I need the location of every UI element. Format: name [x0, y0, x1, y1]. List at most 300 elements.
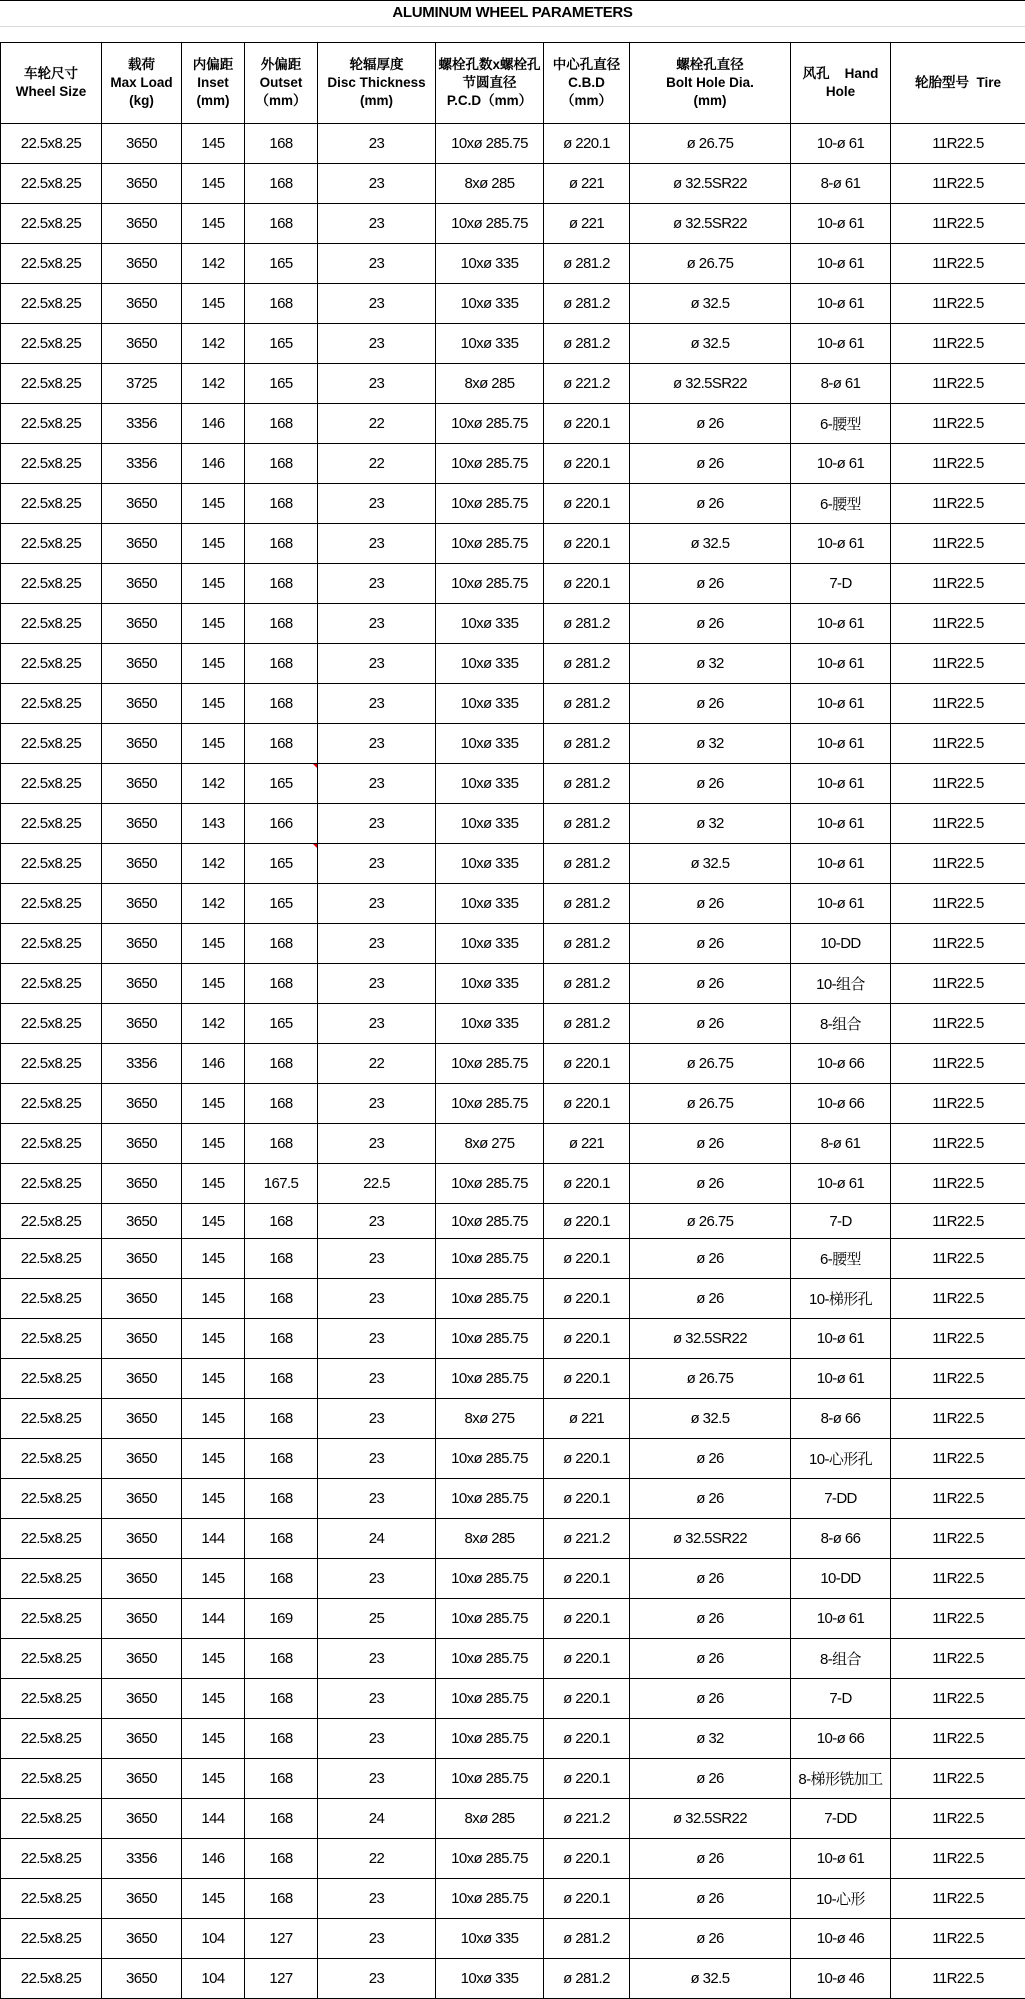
cell-outset-with-comment-indicator[interactable]: 165 — [245, 764, 318, 804]
cell-pcd[interactable]: 10xø 285.75 — [436, 1359, 544, 1399]
cell-tire[interactable]: 11R22.5 — [891, 644, 1025, 684]
cell-pcd[interactable]: 10xø 335 — [436, 1004, 544, 1044]
cell-bolt-hole-dia[interactable]: ø 26 — [630, 444, 791, 484]
cell-tire[interactable]: 11R22.5 — [891, 1204, 1025, 1239]
cell-disc-thickness[interactable]: 23 — [318, 1359, 436, 1399]
cell-cbd[interactable]: ø 281.2 — [544, 644, 630, 684]
cell-hand-hole[interactable]: 10-ø 66 — [791, 1084, 891, 1124]
cell-disc-thickness[interactable]: 23 — [318, 1479, 436, 1519]
cell-inset[interactable]: 145 — [182, 924, 245, 964]
cell-outset[interactable]: 168 — [245, 1719, 318, 1759]
cell-inset[interactable]: 146 — [182, 444, 245, 484]
cell-pcd[interactable]: 10xø 285.75 — [436, 404, 544, 444]
cell-bolt-hole-dia[interactable]: ø 26 — [630, 1559, 791, 1599]
cell-outset[interactable]: 168 — [245, 1084, 318, 1124]
cell-outset[interactable]: 168 — [245, 1319, 318, 1359]
cell-max-load[interactable]: 3650 — [102, 1204, 182, 1239]
col-header-max-load[interactable]: 载荷 Max Load (kg) — [102, 43, 182, 124]
cell-cbd[interactable]: ø 281.2 — [544, 284, 630, 324]
cell-bolt-hole-dia[interactable]: ø 32.5SR22 — [630, 1799, 791, 1839]
cell-disc-thickness[interactable]: 23 — [318, 804, 436, 844]
cell-cbd[interactable]: ø 220.1 — [544, 1559, 630, 1599]
cell-max-load[interactable]: 3650 — [102, 1719, 182, 1759]
cell-hand-hole[interactable]: 8-ø 66 — [791, 1519, 891, 1559]
cell-outset[interactable]: 168 — [245, 1204, 318, 1239]
cell-cbd[interactable]: ø 281.2 — [544, 804, 630, 844]
cell-outset[interactable]: 168 — [245, 1279, 318, 1319]
cell-hand-hole[interactable]: 10-ø 61 — [791, 884, 891, 924]
cell-disc-thickness[interactable]: 23 — [318, 204, 436, 244]
cell-tire[interactable]: 11R22.5 — [891, 524, 1025, 564]
cell-max-load[interactable]: 3650 — [102, 1559, 182, 1599]
cell-cbd[interactable]: ø 220.1 — [544, 484, 630, 524]
cell-hand-hole[interactable]: 10-ø 61 — [791, 244, 891, 284]
cell-inset[interactable]: 145 — [182, 1679, 245, 1719]
cell-hand-hole[interactable]: 10-心形 — [791, 1879, 891, 1919]
cell-tire[interactable]: 11R22.5 — [891, 884, 1025, 924]
cell-wheel-size[interactable]: 22.5x8.25 — [1, 1164, 102, 1204]
cell-max-load[interactable]: 3650 — [102, 244, 182, 284]
cell-inset[interactable]: 145 — [182, 124, 245, 164]
cell-cbd[interactable]: ø 221 — [544, 164, 630, 204]
cell-hand-hole[interactable]: 8-ø 61 — [791, 164, 891, 204]
cell-wheel-size[interactable]: 22.5x8.25 — [1, 1239, 102, 1279]
cell-inset[interactable]: 145 — [182, 524, 245, 564]
cell-tire[interactable]: 11R22.5 — [891, 1799, 1025, 1839]
cell-pcd[interactable]: 10xø 285.75 — [436, 1559, 544, 1599]
cell-bolt-hole-dia[interactable]: ø 32 — [630, 1719, 791, 1759]
cell-pcd[interactable]: 10xø 285.75 — [436, 564, 544, 604]
cell-pcd[interactable]: 10xø 335 — [436, 1959, 544, 1999]
cell-pcd[interactable]: 10xø 285.75 — [436, 1839, 544, 1879]
cell-inset[interactable]: 145 — [182, 964, 245, 1004]
cell-max-load[interactable]: 3650 — [102, 1439, 182, 1479]
cell-cbd[interactable]: ø 221.2 — [544, 1519, 630, 1559]
cell-hand-hole[interactable]: 10-心形孔 — [791, 1439, 891, 1479]
cell-pcd[interactable]: 10xø 285.75 — [436, 1279, 544, 1319]
cell-max-load[interactable]: 3356 — [102, 404, 182, 444]
cell-inset[interactable]: 146 — [182, 1044, 245, 1084]
cell-tire[interactable]: 11R22.5 — [891, 1279, 1025, 1319]
cell-outset[interactable]: 168 — [245, 1799, 318, 1839]
cell-cbd[interactable]: ø 221.2 — [544, 1799, 630, 1839]
cell-disc-thickness[interactable]: 23 — [318, 524, 436, 564]
cell-pcd[interactable]: 10xø 285.75 — [436, 1319, 544, 1359]
cell-pcd[interactable]: 10xø 285.75 — [436, 1679, 544, 1719]
cell-bolt-hole-dia[interactable]: ø 26 — [630, 1239, 791, 1279]
cell-outset[interactable]: 168 — [245, 204, 318, 244]
cell-max-load[interactable]: 3650 — [102, 804, 182, 844]
cell-inset[interactable]: 145 — [182, 1319, 245, 1359]
cell-outset[interactable]: 165 — [245, 324, 318, 364]
cell-outset[interactable]: 168 — [245, 644, 318, 684]
cell-cbd[interactable]: ø 220.1 — [544, 1319, 630, 1359]
cell-cbd[interactable]: ø 220.1 — [544, 1879, 630, 1919]
cell-hand-hole[interactable]: 10-ø 61 — [791, 764, 891, 804]
cell-inset[interactable]: 145 — [182, 1559, 245, 1599]
cell-cbd[interactable]: ø 281.2 — [544, 924, 630, 964]
cell-cbd[interactable]: ø 220.1 — [544, 1639, 630, 1679]
cell-outset[interactable]: 168 — [245, 1239, 318, 1279]
cell-max-load[interactable]: 3650 — [102, 1239, 182, 1279]
cell-hand-hole[interactable]: 10-ø 46 — [791, 1919, 891, 1959]
cell-bolt-hole-dia[interactable]: ø 26.75 — [630, 244, 791, 284]
cell-disc-thickness[interactable]: 23 — [318, 1959, 436, 1999]
cell-disc-thickness[interactable]: 23 — [318, 1124, 436, 1164]
cell-cbd[interactable]: ø 220.1 — [544, 1719, 630, 1759]
cell-bolt-hole-dia[interactable]: ø 26 — [630, 484, 791, 524]
cell-pcd[interactable]: 10xø 335 — [436, 244, 544, 284]
cell-disc-thickness[interactable]: 22 — [318, 444, 436, 484]
cell-bolt-hole-dia[interactable]: ø 26 — [630, 764, 791, 804]
cell-disc-thickness[interactable]: 22 — [318, 1044, 436, 1084]
cell-inset[interactable]: 145 — [182, 1279, 245, 1319]
cell-max-load[interactable]: 3650 — [102, 1759, 182, 1799]
cell-disc-thickness[interactable]: 23 — [318, 1759, 436, 1799]
cell-tire[interactable]: 11R22.5 — [891, 404, 1025, 444]
cell-inset[interactable]: 145 — [182, 564, 245, 604]
cell-pcd[interactable]: 10xø 335 — [436, 964, 544, 1004]
cell-disc-thickness[interactable]: 23 — [318, 164, 436, 204]
cell-bolt-hole-dia[interactable]: ø 32.5 — [630, 524, 791, 564]
cell-hand-hole[interactable]: 10-ø 61 — [791, 724, 891, 764]
cell-cbd[interactable]: ø 221 — [544, 1399, 630, 1439]
cell-wheel-size[interactable]: 22.5x8.25 — [1, 1004, 102, 1044]
cell-inset[interactable]: 145 — [182, 1124, 245, 1164]
cell-disc-thickness[interactable]: 23 — [318, 1919, 436, 1959]
cell-max-load[interactable]: 3650 — [102, 1164, 182, 1204]
cell-bolt-hole-dia[interactable]: ø 26.75 — [630, 1084, 791, 1124]
cell-pcd[interactable]: 10xø 285.75 — [436, 1204, 544, 1239]
cell-disc-thickness[interactable]: 22 — [318, 404, 436, 444]
cell-outset[interactable]: 166 — [245, 804, 318, 844]
cell-inset[interactable]: 144 — [182, 1519, 245, 1559]
cell-pcd[interactable]: 10xø 285.75 — [436, 1239, 544, 1279]
cell-cbd[interactable]: ø 281.2 — [544, 844, 630, 884]
cell-outset[interactable]: 168 — [245, 1479, 318, 1519]
cell-inset[interactable]: 146 — [182, 404, 245, 444]
cell-bolt-hole-dia[interactable]: ø 26 — [630, 1839, 791, 1879]
cell-pcd[interactable]: 10xø 285.75 — [436, 204, 544, 244]
cell-wheel-size[interactable]: 22.5x8.25 — [1, 284, 102, 324]
cell-pcd[interactable]: 10xø 285.75 — [436, 124, 544, 164]
cell-outset[interactable]: 165 — [245, 244, 318, 284]
cell-disc-thickness[interactable]: 23 — [318, 1084, 436, 1124]
cell-hand-hole[interactable]: 10-ø 61 — [791, 284, 891, 324]
cell-bolt-hole-dia[interactable]: ø 26 — [630, 1599, 791, 1639]
cell-outset[interactable]: 168 — [245, 1759, 318, 1799]
cell-outset[interactable]: 168 — [245, 1679, 318, 1719]
cell-bolt-hole-dia[interactable]: ø 26 — [630, 404, 791, 444]
cell-outset[interactable]: 168 — [245, 1639, 318, 1679]
cell-pcd[interactable]: 10xø 335 — [436, 844, 544, 884]
cell-max-load[interactable]: 3650 — [102, 564, 182, 604]
cell-inset[interactable]: 142 — [182, 884, 245, 924]
cell-inset[interactable]: 145 — [182, 1879, 245, 1919]
cell-disc-thickness[interactable]: 23 — [318, 964, 436, 1004]
cell-pcd[interactable]: 10xø 335 — [436, 684, 544, 724]
cell-pcd[interactable]: 10xø 285.75 — [436, 444, 544, 484]
cell-pcd[interactable]: 10xø 335 — [436, 724, 544, 764]
cell-cbd[interactable]: ø 221 — [544, 204, 630, 244]
cell-wheel-size[interactable]: 22.5x8.25 — [1, 1479, 102, 1519]
cell-max-load[interactable]: 3650 — [102, 1124, 182, 1164]
cell-tire[interactable]: 11R22.5 — [891, 364, 1025, 404]
cell-wheel-size[interactable]: 22.5x8.25 — [1, 164, 102, 204]
cell-tire[interactable]: 11R22.5 — [891, 284, 1025, 324]
cell-bolt-hole-dia[interactable]: ø 32 — [630, 724, 791, 764]
cell-wheel-size[interactable]: 22.5x8.25 — [1, 604, 102, 644]
cell-bolt-hole-dia[interactable]: ø 26 — [630, 1004, 791, 1044]
cell-hand-hole[interactable]: 10-组合 — [791, 964, 891, 1004]
cell-wheel-size[interactable]: 22.5x8.25 — [1, 1759, 102, 1799]
cell-wheel-size[interactable]: 22.5x8.25 — [1, 1124, 102, 1164]
cell-max-load[interactable]: 3650 — [102, 1599, 182, 1639]
cell-tire[interactable]: 11R22.5 — [891, 804, 1025, 844]
cell-tire[interactable]: 11R22.5 — [891, 684, 1025, 724]
cell-outset-with-comment-indicator[interactable]: 165 — [245, 844, 318, 884]
cell-max-load[interactable]: 3650 — [102, 964, 182, 1004]
cell-wheel-size[interactable]: 22.5x8.25 — [1, 324, 102, 364]
cell-outset[interactable]: 127 — [245, 1959, 318, 1999]
cell-inset[interactable]: 144 — [182, 1799, 245, 1839]
cell-hand-hole[interactable]: 10-ø 61 — [791, 1164, 891, 1204]
cell-disc-thickness[interactable]: 23 — [318, 1204, 436, 1239]
cell-cbd[interactable]: ø 281.2 — [544, 324, 630, 364]
cell-bolt-hole-dia[interactable]: ø 26.75 — [630, 1204, 791, 1239]
cell-bolt-hole-dia[interactable]: ø 32.5SR22 — [630, 204, 791, 244]
cell-tire[interactable]: 11R22.5 — [891, 1639, 1025, 1679]
cell-outset[interactable]: 168 — [245, 924, 318, 964]
cell-max-load[interactable]: 3725 — [102, 364, 182, 404]
cell-wheel-size[interactable]: 22.5x8.25 — [1, 764, 102, 804]
cell-max-load[interactable]: 3650 — [102, 764, 182, 804]
cell-tire[interactable]: 11R22.5 — [891, 1399, 1025, 1439]
cell-max-load[interactable]: 3650 — [102, 1004, 182, 1044]
cell-pcd[interactable]: 10xø 285.75 — [436, 484, 544, 524]
cell-wheel-size[interactable]: 22.5x8.25 — [1, 244, 102, 284]
cell-hand-hole[interactable]: 8-ø 61 — [791, 1124, 891, 1164]
cell-tire[interactable]: 11R22.5 — [891, 1479, 1025, 1519]
col-header-tire[interactable]: 轮胎型号 Tire — [891, 43, 1025, 124]
cell-wheel-size[interactable]: 22.5x8.25 — [1, 684, 102, 724]
cell-inset[interactable]: 144 — [182, 1599, 245, 1639]
cell-pcd[interactable]: 10xø 285.75 — [436, 1639, 544, 1679]
cell-cbd[interactable]: ø 221 — [544, 1124, 630, 1164]
cell-pcd[interactable]: 10xø 285.75 — [436, 1439, 544, 1479]
cell-bolt-hole-dia[interactable]: ø 26.75 — [630, 1044, 791, 1084]
cell-outset[interactable]: 168 — [245, 1439, 318, 1479]
cell-outset[interactable]: 168 — [245, 604, 318, 644]
cell-cbd[interactable]: ø 281.2 — [544, 1004, 630, 1044]
cell-max-load[interactable]: 3650 — [102, 724, 182, 764]
cell-cbd[interactable]: ø 220.1 — [544, 1679, 630, 1719]
cell-outset[interactable]: 168 — [245, 404, 318, 444]
cell-tire[interactable]: 11R22.5 — [891, 164, 1025, 204]
cell-pcd[interactable]: 8xø 285 — [436, 1799, 544, 1839]
cell-tire[interactable]: 11R22.5 — [891, 764, 1025, 804]
cell-tire[interactable]: 11R22.5 — [891, 844, 1025, 884]
cell-wheel-size[interactable]: 22.5x8.25 — [1, 1204, 102, 1239]
cell-outset[interactable]: 168 — [245, 1519, 318, 1559]
cell-cbd[interactable]: ø 281.2 — [544, 604, 630, 644]
cell-disc-thickness[interactable]: 23 — [318, 364, 436, 404]
cell-disc-thickness[interactable]: 23 — [318, 324, 436, 364]
cell-max-load[interactable]: 3650 — [102, 324, 182, 364]
cell-tire[interactable]: 11R22.5 — [891, 1759, 1025, 1799]
cell-pcd[interactable]: 10xø 335 — [436, 324, 544, 364]
cell-tire[interactable]: 11R22.5 — [891, 484, 1025, 524]
cell-hand-hole[interactable]: 10-ø 61 — [791, 604, 891, 644]
cell-hand-hole[interactable]: 10-ø 61 — [791, 844, 891, 884]
cell-outset[interactable]: 165 — [245, 364, 318, 404]
cell-cbd[interactable]: ø 220.1 — [544, 1044, 630, 1084]
cell-tire[interactable]: 11R22.5 — [891, 1519, 1025, 1559]
cell-bolt-hole-dia[interactable]: ø 32.5 — [630, 844, 791, 884]
cell-outset[interactable]: 168 — [245, 724, 318, 764]
cell-outset[interactable]: 168 — [245, 1044, 318, 1084]
cell-hand-hole[interactable]: 10-ø 61 — [791, 644, 891, 684]
cell-disc-thickness[interactable]: 23 — [318, 124, 436, 164]
cell-tire[interactable]: 11R22.5 — [891, 1719, 1025, 1759]
cell-pcd[interactable]: 8xø 285 — [436, 1519, 544, 1559]
cell-wheel-size[interactable]: 22.5x8.25 — [1, 564, 102, 604]
cell-hand-hole[interactable]: 7-D — [791, 564, 891, 604]
cell-hand-hole[interactable]: 10-DD — [791, 924, 891, 964]
cell-wheel-size[interactable]: 22.5x8.25 — [1, 924, 102, 964]
cell-wheel-size[interactable]: 22.5x8.25 — [1, 1919, 102, 1959]
cell-max-load[interactable]: 3650 — [102, 1639, 182, 1679]
cell-wheel-size[interactable]: 22.5x8.25 — [1, 644, 102, 684]
cell-cbd[interactable]: ø 220.1 — [544, 124, 630, 164]
cell-pcd[interactable]: 8xø 285 — [436, 164, 544, 204]
cell-inset[interactable]: 142 — [182, 244, 245, 284]
cell-tire[interactable]: 11R22.5 — [891, 244, 1025, 284]
cell-cbd[interactable]: ø 281.2 — [544, 1959, 630, 1999]
cell-hand-hole[interactable]: 10-ø 61 — [791, 804, 891, 844]
cell-pcd[interactable]: 10xø 335 — [436, 284, 544, 324]
cell-inset[interactable]: 142 — [182, 764, 245, 804]
cell-wheel-size[interactable]: 22.5x8.25 — [1, 1839, 102, 1879]
cell-cbd[interactable]: ø 281.2 — [544, 684, 630, 724]
cell-inset[interactable]: 145 — [182, 1439, 245, 1479]
cell-inset[interactable]: 145 — [182, 284, 245, 324]
cell-max-load[interactable]: 3650 — [102, 1799, 182, 1839]
cell-tire[interactable]: 11R22.5 — [891, 1879, 1025, 1919]
cell-bolt-hole-dia[interactable]: ø 32.5 — [630, 324, 791, 364]
cell-outset[interactable]: 168 — [245, 1559, 318, 1599]
cell-max-load[interactable]: 3650 — [102, 1279, 182, 1319]
cell-wheel-size[interactable]: 22.5x8.25 — [1, 364, 102, 404]
cell-inset[interactable]: 145 — [182, 1719, 245, 1759]
cell-disc-thickness[interactable]: 22.5 — [318, 1164, 436, 1204]
cell-hand-hole[interactable]: 6-腰型 — [791, 404, 891, 444]
cell-max-load[interactable]: 3650 — [102, 884, 182, 924]
cell-inset[interactable]: 142 — [182, 844, 245, 884]
cell-outset[interactable]: 168 — [245, 1359, 318, 1399]
cell-wheel-size[interactable]: 22.5x8.25 — [1, 724, 102, 764]
cell-max-load[interactable]: 3650 — [102, 924, 182, 964]
cell-max-load[interactable]: 3650 — [102, 1359, 182, 1399]
cell-pcd[interactable]: 10xø 285.75 — [436, 1719, 544, 1759]
cell-max-load[interactable]: 3356 — [102, 1839, 182, 1879]
cell-max-load[interactable]: 3650 — [102, 1879, 182, 1919]
cell-disc-thickness[interactable]: 23 — [318, 1004, 436, 1044]
cell-inset[interactable]: 104 — [182, 1919, 245, 1959]
cell-disc-thickness[interactable]: 23 — [318, 684, 436, 724]
cell-inset[interactable]: 145 — [182, 1399, 245, 1439]
cell-cbd[interactable]: ø 220.1 — [544, 444, 630, 484]
cell-disc-thickness[interactable]: 23 — [318, 1399, 436, 1439]
cell-pcd[interactable]: 10xø 285.75 — [436, 1879, 544, 1919]
cell-tire[interactable]: 11R22.5 — [891, 1919, 1025, 1959]
cell-pcd[interactable]: 8xø 275 — [436, 1124, 544, 1164]
cell-tire[interactable]: 11R22.5 — [891, 1679, 1025, 1719]
cell-cbd[interactable]: ø 220.1 — [544, 1204, 630, 1239]
cell-disc-thickness[interactable]: 23 — [318, 1879, 436, 1919]
cell-disc-thickness[interactable]: 25 — [318, 1599, 436, 1639]
cell-disc-thickness[interactable]: 23 — [318, 1439, 436, 1479]
cell-bolt-hole-dia[interactable]: ø 26 — [630, 1439, 791, 1479]
cell-cbd[interactable]: ø 220.1 — [544, 1839, 630, 1879]
cell-max-load[interactable]: 3650 — [102, 1479, 182, 1519]
cell-max-load[interactable]: 3356 — [102, 1044, 182, 1084]
cell-inset[interactable]: 145 — [182, 484, 245, 524]
cell-wheel-size[interactable]: 22.5x8.25 — [1, 1639, 102, 1679]
col-header-disc-thickness[interactable]: 轮辐厚度 Disc Thickness (mm) — [318, 43, 436, 124]
cell-bolt-hole-dia[interactable]: ø 26 — [630, 604, 791, 644]
cell-wheel-size[interactable]: 22.5x8.25 — [1, 1519, 102, 1559]
cell-disc-thickness[interactable]: 24 — [318, 1519, 436, 1559]
cell-disc-thickness[interactable]: 23 — [318, 724, 436, 764]
cell-cbd[interactable]: ø 220.1 — [544, 1084, 630, 1124]
cell-wheel-size[interactable]: 22.5x8.25 — [1, 1879, 102, 1919]
cell-tire[interactable]: 11R22.5 — [891, 1004, 1025, 1044]
cell-max-load[interactable]: 3650 — [102, 1519, 182, 1559]
cell-wheel-size[interactable]: 22.5x8.25 — [1, 1319, 102, 1359]
cell-wheel-size[interactable]: 22.5x8.25 — [1, 1679, 102, 1719]
cell-wheel-size[interactable]: 22.5x8.25 — [1, 1599, 102, 1639]
cell-max-load[interactable]: 3650 — [102, 684, 182, 724]
cell-pcd[interactable]: 10xø 335 — [436, 644, 544, 684]
cell-hand-hole[interactable]: 10-ø 61 — [791, 1319, 891, 1359]
cell-cbd[interactable]: ø 281.2 — [544, 244, 630, 284]
cell-hand-hole[interactable]: 8-组合 — [791, 1639, 891, 1679]
cell-tire[interactable]: 11R22.5 — [891, 1084, 1025, 1124]
cell-wheel-size[interactable]: 22.5x8.25 — [1, 844, 102, 884]
cell-bolt-hole-dia[interactable]: ø 32.5SR22 — [630, 1319, 791, 1359]
cell-wheel-size[interactable]: 22.5x8.25 — [1, 964, 102, 1004]
cell-tire[interactable]: 11R22.5 — [891, 1839, 1025, 1879]
cell-inset[interactable]: 145 — [182, 604, 245, 644]
cell-hand-hole[interactable]: 7-D — [791, 1204, 891, 1239]
cell-outset[interactable]: 168 — [245, 444, 318, 484]
cell-pcd[interactable]: 10xø 335 — [436, 924, 544, 964]
cell-tire[interactable]: 11R22.5 — [891, 1959, 1025, 1999]
cell-disc-thickness[interactable]: 23 — [318, 1319, 436, 1359]
cell-hand-hole[interactable]: 10-ø 61 — [791, 1359, 891, 1399]
cell-pcd[interactable]: 10xø 335 — [436, 1919, 544, 1959]
cell-outset[interactable]: 168 — [245, 1399, 318, 1439]
cell-tire[interactable]: 11R22.5 — [891, 1124, 1025, 1164]
cell-disc-thickness[interactable]: 23 — [318, 564, 436, 604]
cell-inset[interactable]: 145 — [182, 164, 245, 204]
cell-pcd[interactable]: 8xø 285 — [436, 364, 544, 404]
cell-inset[interactable]: 145 — [182, 1164, 245, 1204]
cell-pcd[interactable]: 10xø 335 — [436, 764, 544, 804]
cell-wheel-size[interactable]: 22.5x8.25 — [1, 1084, 102, 1124]
cell-cbd[interactable]: ø 220.1 — [544, 1239, 630, 1279]
